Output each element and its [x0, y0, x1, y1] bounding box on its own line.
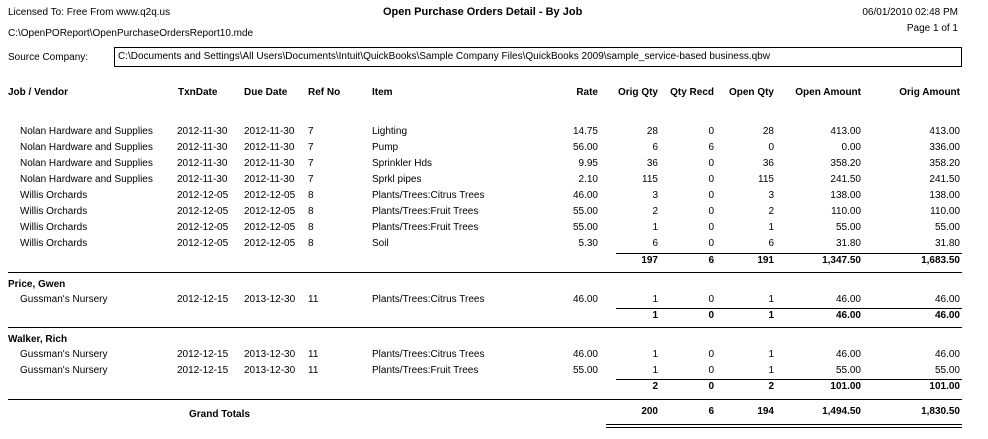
table-row — [0, 142, 988, 158]
refno-cell: 7 — [308, 142, 314, 153]
grand-total-row — [0, 406, 988, 422]
subtotal-rule — [616, 308, 962, 309]
source-company-value: C:\Documents and Settings\All Users\Documents\Intuit\QuickBooks\Sample Company Files\QuickBooks 2009\sample_service-based business.qbw — [118, 51, 770, 62]
grand-qty-recd: 6 — [708, 406, 714, 417]
col-open-qty: Open Qty — [728, 87, 774, 98]
total-open-qty: 191 — [757, 255, 774, 266]
page-number: Page 1 of 1 — [906, 23, 958, 34]
orig-qty-cell: 1 — [652, 222, 658, 233]
duedate-cell: 2013-12-30 — [244, 294, 296, 305]
item-cell: Soil — [372, 238, 389, 249]
txndate-cell: 2012-12-15 — [177, 294, 229, 305]
open-qty-cell: 1 — [768, 294, 774, 305]
refno-cell: 7 — [308, 126, 314, 137]
orig-amount-cell: 336.00 — [929, 142, 960, 153]
rate-cell: 5.30 — [578, 238, 598, 249]
table-row — [0, 349, 988, 365]
txndate-cell: 2012-12-05 — [177, 222, 229, 233]
orig-qty-cell: 1 — [652, 349, 658, 360]
qty-recd-cell: 0 — [708, 294, 714, 305]
qty-recd-cell: 0 — [708, 222, 714, 233]
table-row — [0, 206, 988, 222]
duedate-cell: 2012-11-30 — [244, 126, 295, 137]
item-cell: Plants/Trees:Fruit Trees — [372, 222, 479, 233]
duedate-cell: 2013-12-30 — [244, 349, 296, 360]
database-path: C:\OpenPOReport\OpenPurchaseOrdersReport10.mde — [8, 28, 254, 39]
grand-open-amount: 1,494.50 — [822, 406, 861, 417]
open-amount-cell: 138.00 — [830, 190, 861, 201]
orig-amount-cell: 358.20 — [929, 158, 960, 169]
qty-recd-cell: 0 — [708, 158, 714, 169]
qty-recd-cell: 0 — [708, 126, 714, 137]
col-due-date: Due Date — [244, 87, 288, 98]
orig-amount-cell: 31.80 — [934, 238, 960, 249]
col-qty-recd: Qty Recd — [670, 87, 714, 98]
orig-qty-cell: 28 — [646, 126, 658, 137]
job-name: Price, Gwen — [8, 279, 66, 290]
rate-cell: 2.10 — [578, 174, 598, 185]
orig-amount-cell: 413.00 — [929, 126, 960, 137]
qty-recd-cell: 0 — [708, 349, 714, 360]
table-row — [0, 238, 988, 254]
grand-orig-amount: 1,830.50 — [921, 406, 960, 417]
rate-cell: 46.00 — [572, 349, 598, 360]
source-company-field — [114, 47, 962, 67]
grand-orig-qty: 200 — [641, 406, 658, 417]
item-cell: Sprkl pipes — [372, 174, 422, 185]
col-job-vendor: Job / Vendor — [8, 87, 69, 98]
txndate-cell: 2012-12-15 — [177, 349, 229, 360]
rate-cell: 55.00 — [572, 222, 598, 233]
item-cell: Sprinkler Hds — [372, 158, 433, 169]
open-qty-cell: 28 — [762, 126, 774, 137]
qty-recd-cell: 0 — [708, 238, 714, 249]
duedate-cell: 2012-12-05 — [244, 206, 296, 217]
rate-cell: 46.00 — [572, 190, 598, 201]
group-total-row — [0, 255, 988, 271]
vendor-cell: Willis Orchards — [20, 206, 88, 217]
open-qty-cell: 6 — [768, 238, 774, 249]
total-qty-recd: 6 — [708, 255, 714, 266]
txndate-cell: 2012-11-30 — [177, 126, 228, 137]
col-open-amount: Open Amount — [795, 87, 861, 98]
total-orig-qty: 2 — [652, 381, 658, 392]
licensed-to: Licensed To: Free From www.q2q.us — [8, 7, 171, 18]
orig-qty-cell: 115 — [642, 174, 658, 185]
item-cell: Plants/Trees:Citrus Trees — [372, 294, 485, 305]
orig-amount-cell: 138.00 — [929, 190, 960, 201]
total-open-qty: 1 — [768, 310, 774, 321]
total-open-qty: 2 — [768, 381, 774, 392]
open-amount-cell: 46.00 — [835, 349, 861, 360]
refno-cell: 11 — [308, 349, 319, 360]
open-amount-cell: 31.80 — [835, 238, 861, 249]
grand-total-label: Grand Totals — [189, 409, 250, 420]
total-orig-amount: 101.00 — [929, 381, 960, 392]
total-open-amount: 46.00 — [835, 310, 861, 321]
vendor-cell: Willis Orchards — [20, 190, 88, 201]
subtotal-rule — [616, 253, 962, 254]
group-separator — [8, 272, 962, 273]
vendor-cell: Nolan Hardware and Supplies — [20, 174, 153, 185]
rate-cell: 46.00 — [572, 294, 598, 305]
total-orig-qty: 197 — [641, 255, 658, 266]
subtotal-rule — [616, 379, 962, 380]
open-amount-cell: 0.00 — [841, 142, 861, 153]
report-datetime: 06/01/2010 02:48 PM — [862, 7, 958, 18]
group-total-row — [0, 381, 988, 397]
vendor-cell: Gussman's Nursery — [20, 349, 108, 360]
open-amount-cell: 358.20 — [830, 158, 861, 169]
qty-recd-cell: 0 — [708, 365, 714, 376]
group-separator — [8, 327, 962, 328]
total-qty-recd: 0 — [708, 381, 714, 392]
orig-qty-cell: 3 — [652, 190, 658, 201]
grand-open-qty: 194 — [757, 406, 774, 417]
open-qty-cell: 115 — [758, 174, 774, 185]
open-qty-cell: 1 — [768, 222, 774, 233]
item-cell: Plants/Trees:Fruit Trees — [372, 206, 479, 217]
txndate-cell: 2012-11-30 — [177, 174, 228, 185]
refno-cell: 8 — [308, 238, 314, 249]
item-cell: Lighting — [372, 126, 408, 137]
duedate-cell: 2013-12-30 — [244, 365, 296, 376]
open-qty-cell: 0 — [768, 142, 774, 153]
open-qty-cell: 3 — [768, 190, 774, 201]
refno-cell: 8 — [308, 222, 314, 233]
txndate-cell: 2012-12-05 — [177, 190, 229, 201]
total-open-amount: 1,347.50 — [822, 255, 861, 266]
rate-cell: 56.00 — [572, 142, 598, 153]
group-total-row — [0, 310, 988, 326]
duedate-cell: 2012-12-05 — [244, 190, 296, 201]
refno-cell: 7 — [308, 158, 314, 169]
qty-recd-cell: 0 — [708, 174, 714, 185]
txndate-cell: 2012-11-30 — [177, 142, 228, 153]
refno-cell: 7 — [308, 174, 314, 185]
vendor-cell: Willis Orchards — [20, 238, 88, 249]
total-qty-recd: 0 — [708, 310, 714, 321]
txndate-cell: 2012-12-15 — [177, 365, 229, 376]
orig-qty-cell: 36 — [646, 158, 658, 169]
grand-total-separator — [8, 399, 962, 400]
orig-qty-cell: 2 — [652, 206, 658, 217]
orig-amount-cell: 241.50 — [929, 174, 960, 185]
rate-cell: 14.75 — [572, 126, 598, 137]
vendor-cell: Nolan Hardware and Supplies — [20, 126, 153, 137]
double-underline-top — [606, 424, 962, 425]
refno-cell: 8 — [308, 206, 314, 217]
vendor-cell: Nolan Hardware and Supplies — [20, 142, 153, 153]
vendor-cell: Gussman's Nursery — [20, 294, 108, 305]
qty-recd-cell: 0 — [708, 190, 714, 201]
vendor-cell: Gussman's Nursery — [20, 365, 108, 376]
table-row — [0, 190, 988, 206]
source-company-label: Source Company: — [8, 52, 89, 63]
refno-cell: 8 — [308, 190, 314, 201]
total-orig-amount: 46.00 — [934, 310, 960, 321]
rate-cell: 9.95 — [578, 158, 598, 169]
open-qty-cell: 2 — [768, 206, 774, 217]
duedate-cell: 2012-11-30 — [244, 174, 295, 185]
orig-qty-cell: 1 — [652, 294, 658, 305]
txndate-cell: 2012-12-05 — [177, 206, 229, 217]
col-orig-qty: Orig Qty — [617, 87, 658, 98]
table-row — [0, 158, 988, 174]
report-title: Open Purchase Orders Detail - By Job — [383, 6, 583, 18]
orig-qty-cell: 1 — [652, 365, 658, 376]
col-ref-no: Ref No — [308, 87, 341, 98]
rate-cell: 55.00 — [572, 206, 598, 217]
table-row — [0, 222, 988, 238]
qty-recd-cell: 6 — [708, 142, 714, 153]
open-amount-cell: 241.50 — [830, 174, 861, 185]
double-underline-bottom — [606, 427, 962, 428]
open-amount-cell: 413.00 — [830, 126, 861, 137]
duedate-cell: 2012-11-30 — [244, 158, 295, 169]
item-cell: Plants/Trees:Fruit Trees — [372, 365, 479, 376]
open-amount-cell: 46.00 — [835, 294, 861, 305]
orig-qty-cell: 6 — [652, 142, 658, 153]
item-cell: Plants/Trees:Citrus Trees — [372, 349, 485, 360]
open-qty-cell: 36 — [762, 158, 774, 169]
orig-amount-cell: 46.00 — [934, 349, 960, 360]
qty-recd-cell: 0 — [708, 206, 714, 217]
duedate-cell: 2012-12-05 — [244, 238, 296, 249]
col-orig-amount: Orig Amount — [899, 87, 960, 98]
total-open-amount: 101.00 — [830, 381, 861, 392]
txndate-cell: 2012-12-05 — [177, 238, 229, 249]
job-name: Walker, Rich — [8, 334, 68, 345]
refno-cell: 11 — [308, 365, 319, 376]
txndate-cell: 2012-11-30 — [177, 158, 228, 169]
orig-amount-cell: 55.00 — [934, 222, 960, 233]
refno-cell: 11 — [308, 294, 319, 305]
table-row — [0, 174, 988, 190]
vendor-cell: Nolan Hardware and Supplies — [20, 158, 153, 169]
orig-amount-cell: 110.00 — [930, 206, 960, 217]
col-item: Item — [372, 87, 393, 98]
total-orig-qty: 1 — [652, 310, 658, 321]
open-amount-cell: 110.00 — [831, 206, 861, 217]
item-cell: Pump — [372, 142, 399, 153]
orig-amount-cell: 46.00 — [934, 294, 960, 305]
duedate-cell: 2012-12-05 — [244, 222, 296, 233]
col-txndate: TxnDate — [178, 87, 218, 98]
open-amount-cell: 55.00 — [835, 365, 861, 376]
item-cell: Plants/Trees:Citrus Trees — [372, 190, 485, 201]
table-row — [0, 126, 988, 142]
orig-amount-cell: 55.00 — [934, 365, 960, 376]
col-rate: Rate — [576, 87, 598, 98]
open-qty-cell: 1 — [768, 349, 774, 360]
open-amount-cell: 55.00 — [835, 222, 861, 233]
duedate-cell: 2012-11-30 — [244, 142, 295, 153]
orig-qty-cell: 6 — [652, 238, 658, 249]
vendor-cell: Willis Orchards — [20, 222, 88, 233]
total-orig-amount: 1,683.50 — [921, 255, 960, 266]
open-qty-cell: 1 — [768, 365, 774, 376]
rate-cell: 55.00 — [572, 365, 598, 376]
